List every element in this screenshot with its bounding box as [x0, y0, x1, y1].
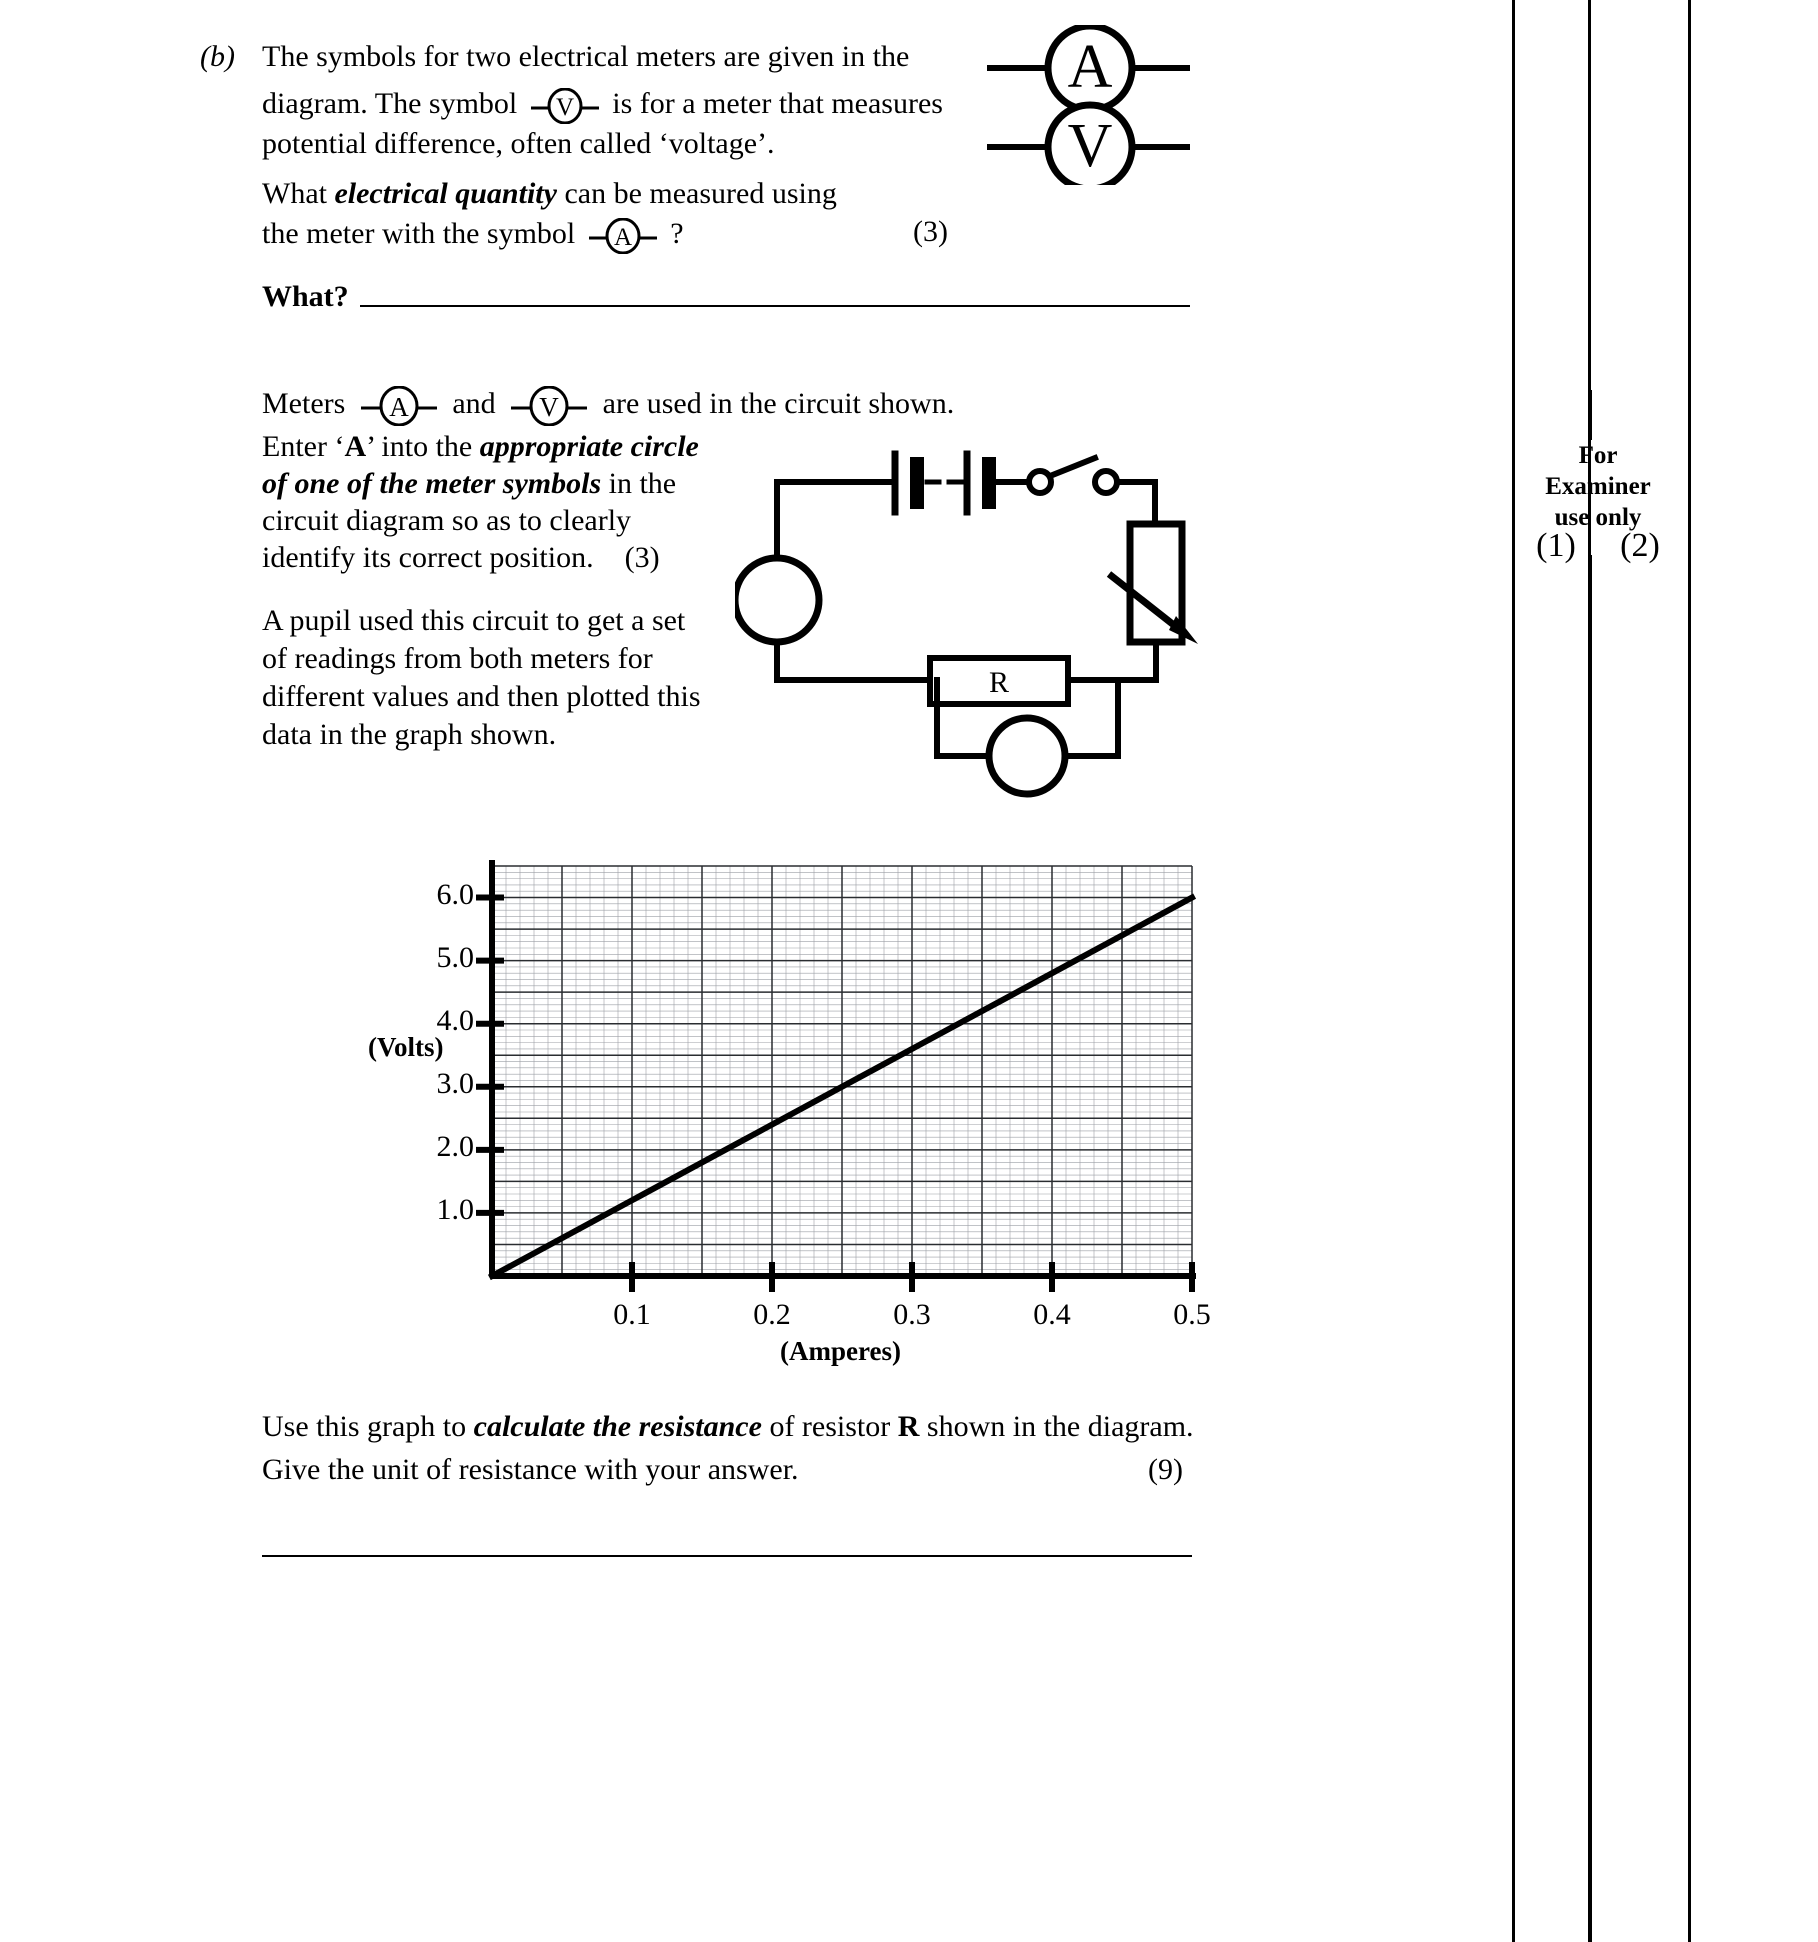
examiner-col-1[interactable]: (1)	[1536, 527, 1576, 564]
x-tick-label: 0.1	[613, 1298, 651, 1331]
answer-line-1[interactable]	[360, 305, 1190, 307]
marks-second: (3)	[624, 541, 660, 574]
svg-text:V: V	[539, 392, 559, 423]
meter-symbols-emphasis: of one of the meter symbols	[262, 467, 602, 500]
x-axis-label-text: (Amperes)	[780, 1336, 901, 1366]
ask-line2-prefix: the meter with the symbol	[262, 217, 576, 250]
question-intro-line2	[262, 82, 943, 125]
examiner-line1: For	[1578, 442, 1618, 469]
y-tick-label: 6.0	[436, 877, 474, 911]
final-question-line2	[262, 1448, 799, 1491]
y-tick-label: 5.0	[436, 940, 474, 974]
final-line1-emphasis: calculate the resistance	[473, 1410, 762, 1443]
svg-text:V: V	[1067, 112, 1113, 180]
y-tick-label: 4.0	[436, 1003, 474, 1037]
intro-line2-suffix: is for a meter that measures	[612, 87, 943, 120]
enter-a-line4-text: circuit diagram so as to clearly	[262, 504, 632, 537]
x-tick-label: 0.5	[1173, 1298, 1211, 1331]
examiner-mark-columns	[1508, 527, 1688, 565]
enter-a-line3-suffix: in the	[608, 467, 677, 500]
enter-a-line5-text: identify its correct position.	[262, 541, 594, 574]
enter-a-line5	[262, 536, 660, 579]
marks-first-text: (3)	[913, 215, 948, 248]
examiner-use-only-box	[1508, 440, 1688, 533]
marks-final-text: (9)	[1148, 1453, 1183, 1486]
pupil-para-line4	[262, 713, 556, 756]
examiner-line3: use only	[1554, 504, 1642, 531]
switch-terminal-left	[1029, 471, 1051, 493]
examiner-column-divider-top	[1590, 390, 1592, 440]
svg-text:A: A	[1067, 33, 1113, 101]
margin-rule-3	[1688, 0, 1691, 1942]
pupil-para-line2-text: of readings from both meters for	[262, 642, 653, 675]
marks-first	[913, 210, 948, 253]
enter-a-mid: ’ into the	[366, 430, 473, 463]
voltmeter-symbol-inline-2	[509, 386, 589, 426]
part-label	[200, 35, 235, 78]
switch-terminal-right	[1095, 471, 1117, 493]
intro-line1-text: The symbols for two electrical meters are given in the	[262, 40, 910, 73]
meters-line1-mid: and	[452, 387, 496, 420]
svg-text:V: V	[555, 94, 574, 122]
what-prompt	[262, 275, 349, 318]
y-tick-label: 3.0	[436, 1066, 474, 1100]
examiner-column-divider-bottom	[1590, 555, 1592, 1942]
y-tick-label: 2.0	[436, 1129, 474, 1163]
x-tick-label: 0.4	[1033, 1298, 1071, 1331]
pupil-para-line2	[262, 637, 653, 680]
meters-line1-prefix: Meters	[262, 387, 346, 420]
ask-line1-emphasis: electrical quantity	[334, 177, 557, 210]
what-prompt-text: What?	[262, 280, 349, 313]
answer-line-2[interactable]	[262, 1555, 1192, 1557]
intro-line3-text: potential difference, often called ‘voltage’.	[262, 127, 775, 160]
pupil-para-line3-text: different values and then plotted this	[262, 680, 701, 713]
ask-line2-suffix: ?	[670, 217, 684, 250]
y-tick-label: 1.0	[436, 1192, 474, 1226]
y-axis-label-text: (Volts)	[368, 1032, 444, 1062]
question-ask-line1	[262, 172, 837, 215]
examiner-line2: Examiner	[1545, 473, 1651, 500]
enter-a-prefix: Enter ‘	[262, 430, 345, 463]
voltmeter-symbol-inline-1	[529, 88, 601, 124]
meter-symbols-diagram	[985, 25, 1195, 190]
marks-final	[1148, 1448, 1183, 1491]
margin-rule-1	[1512, 0, 1515, 1942]
final-question-line1	[262, 1405, 1194, 1448]
question-intro-line1	[262, 35, 909, 78]
x-tick-label: 0.2	[753, 1298, 791, 1331]
pupil-para-line1	[262, 599, 685, 642]
ask-line1-prefix: What	[262, 177, 327, 210]
intro-line2-prefix: diagram. The symbol	[262, 87, 518, 120]
ammeter-symbol-inline-1	[587, 218, 659, 254]
x-tick-label: 0.3	[893, 1298, 931, 1331]
voltage-current-graph	[420, 840, 1220, 1340]
part-label-text: (b)	[200, 40, 235, 73]
meters-line1	[262, 382, 954, 426]
question-intro-line3	[262, 122, 775, 165]
pupil-para-line4-text: data in the graph shown.	[262, 718, 557, 751]
meter-circle-parallel[interactable]	[989, 718, 1065, 794]
resistor-label: R	[988, 666, 1010, 699]
pupil-para-line3	[262, 675, 701, 718]
pupil-para-line1-text: A pupil used this circuit to get a set	[262, 604, 686, 637]
final-line2-text: Give the unit of resistance with your answer.	[262, 1453, 799, 1486]
meters-line1-suffix: are used in the circuit shown.	[602, 387, 955, 420]
ask-line1-suffix: can be measured using	[564, 177, 837, 210]
svg-text:A: A	[613, 224, 632, 252]
svg-text:A: A	[389, 392, 409, 423]
final-line1-suffix: shown in the diagram.	[926, 1410, 1194, 1443]
circuit-diagram	[735, 440, 1235, 805]
enter-a-letter: A	[344, 430, 367, 463]
question-ask-line2	[262, 212, 684, 255]
final-line1-prefix: Use this graph to	[262, 1410, 467, 1443]
final-line1-resistor: R	[897, 1410, 920, 1443]
examiner-col-2[interactable]: (2)	[1620, 527, 1660, 564]
ammeter-symbol-inline-2	[359, 386, 439, 426]
x-axis-label	[780, 1336, 901, 1367]
appropriate-circle-emphasis: appropriate circle	[479, 430, 699, 463]
meter-circle-series[interactable]	[735, 558, 819, 642]
final-line1-mid: of resistor	[769, 1410, 891, 1443]
